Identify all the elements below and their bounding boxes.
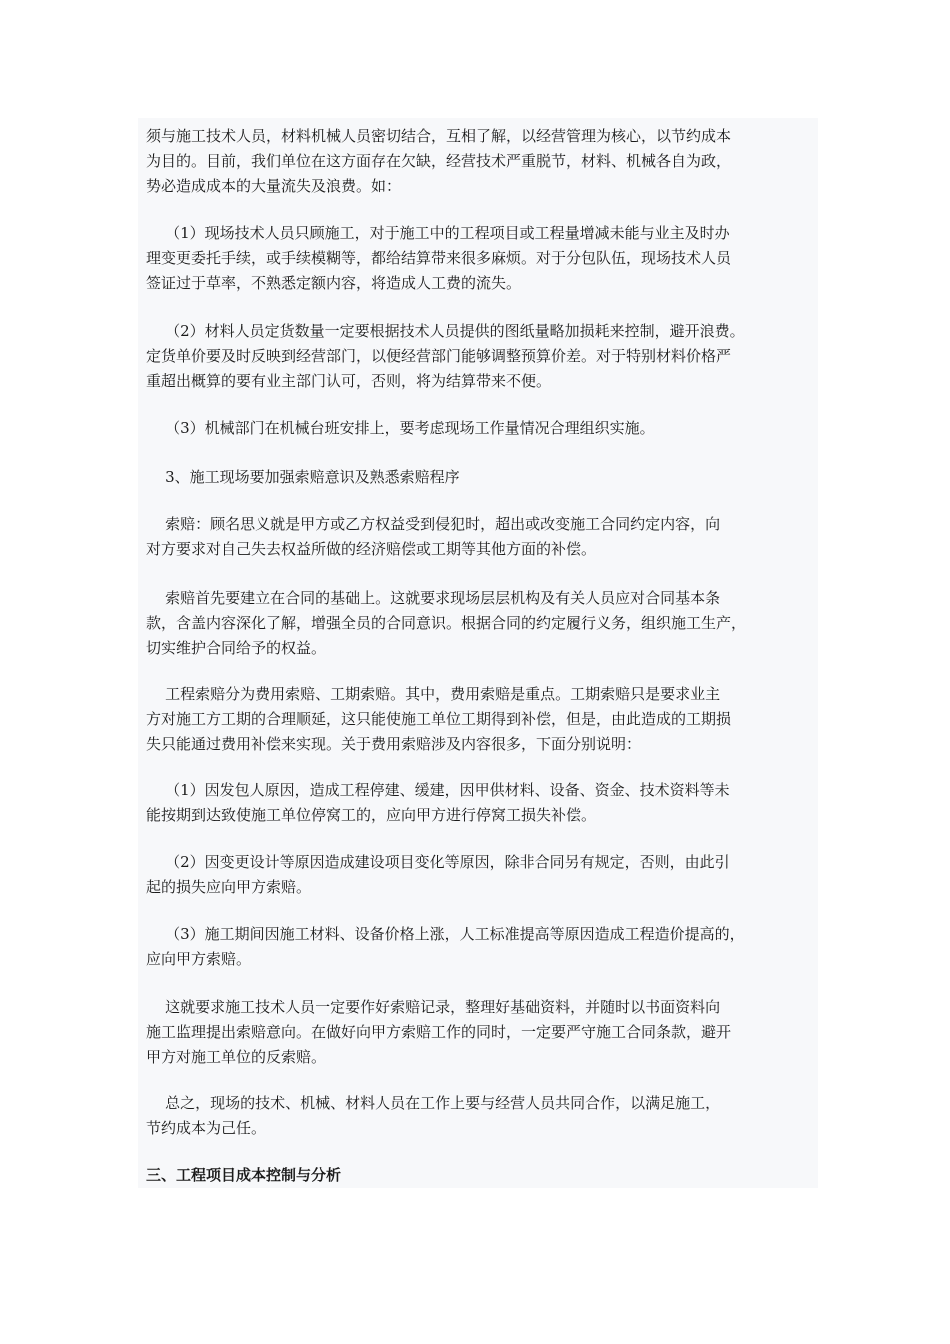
paragraph-claim-contract-basis: 索赔首先要建立在合同的基础上。这就要求现场层层机构及有关人员应对合同基本条 款，含盖内容深化了解，增强全员的合同意识。根据合同的约定履行义务，组织施工生产， 切实维护合同给予的权益。 xyxy=(146,589,747,657)
paragraph-claim-definition: 索赔：顾名思义就是甲方或乙方权益受到侵犯时，超出或改变施工合同约定内容，向 对方要求对自己失去权益所做的经济赔偿或工期等其他方面的补偿。 xyxy=(146,515,721,558)
paragraph-claim-records: 这就要求施工技术人员一定要作好索赔记录，整理好基础资料，并随时以书面资料向 施工监理提出索赔意向。在做好向甲方索赔工作的同时，一定要严守施工合同条款，避开 甲方对施工单位的反索赔。 xyxy=(146,998,732,1066)
paragraph-intro: 须与施工技术人员，材料机械人员密切结合，互相了解，以经营管理为核心，以节约成本 为目的。目前，我们单位在这方面存在欠缺，经营技术严重脱节，材料、机械各自为政， 势必造成成本的大量流失及浪费。如： xyxy=(146,127,732,195)
paragraph-item-3-machinery: （3）机械部门在机械台班安排上，要考虑现场工作量情况合理组织实施。 xyxy=(146,419,655,437)
paragraph-claim-item-1: （1）因发包人原因，造成工程停建、缓建，因甲供材料、设备、资金、技术资料等未 能按期到达致使施工单位停窝工的，应向甲方进行停窝工损失补偿。 xyxy=(146,781,730,824)
paragraph-item-1-technical: （1）现场技术人员只顾施工，对于施工中的工程项目或工程量增减未能与业主及时办 理变更委托手续，或手续模糊等，都给结算带来很多麻烦。对于分包队伍，现场技术人员 签证过于草率，不熟悉定额内容，将造成人工费的流失。 xyxy=(146,224,732,292)
paragraph-claim-types: 工程索赔分为费用索赔、工期索赔。其中，费用索赔是重点。工期索赔只是要求业主 方对施工方工期的合理顺延，这只能使施工单位工期得到补偿，但是，由此造成的工期损 失只能通过费用补偿来实现。关于费用索赔涉及内容很多，下面分别说明： xyxy=(146,685,732,753)
section-heading: 三、工程项目成本控制与分析 xyxy=(146,1166,342,1184)
paragraph-claim-item-2: （2）因变更设计等原因造成建设项目变化等原因，除非合同另有规定，否则，由此引 起的损失应向甲方索赔。 xyxy=(146,853,730,896)
paragraph-summary: 总之，现场的技术、机械、材料人员在工作上要与经营人员共同合作，以满足施工， 节约成本为己任。 xyxy=(146,1094,721,1137)
paragraph-claim-item-3: （3）施工期间因施工材料、设备价格上涨，人工标准提高等原因造成工程造价提高的， 应向甲方索赔。 xyxy=(146,925,745,968)
paragraph-item-2-materials: （2）材料人员定货数量一定要根据技术人员提供的图纸量略加损耗来控制，避开浪费。 定货单价要及时反映到经营部门，以便经营部门能够调整预算价差。对于特别材料价格严 重超出概算的要有业主部门认可，否则，将为结算带来不便。 xyxy=(146,322,745,390)
paragraph-subheading-claims: 3、施工现场要加强索赔意识及熟悉索赔程序 xyxy=(146,468,460,486)
